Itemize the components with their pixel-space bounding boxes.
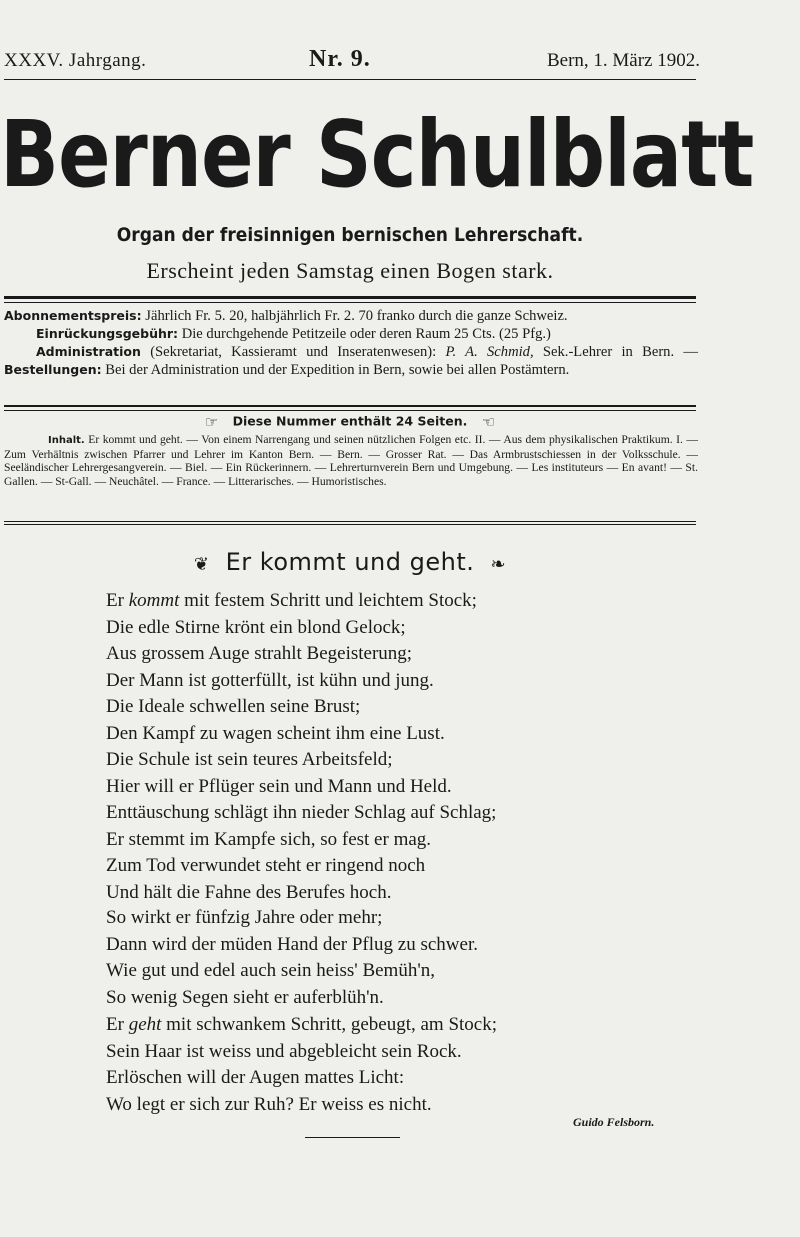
poem-line: Die Schule ist sein teures Arbeitsfeld; — [106, 749, 393, 771]
issue-number: Nr. 9. — [309, 46, 371, 72]
masthead-rule — [4, 79, 696, 80]
contents-label: Inhalt. — [48, 435, 85, 446]
subtitle: Organ der freisinnigen bernischen Lehrerschaft. — [116, 224, 584, 246]
volume-label: XXXV. Jahrgang. — [4, 50, 147, 71]
poem-line: Er stemmt im Kampfe sich, so fest er mag. — [106, 828, 432, 850]
abo-text: Jährlich Fr. 5. 20, halbjährlich Fr. 2. 70 franko durch die ganze Schweiz. — [145, 308, 568, 324]
ornament-left-icon: ❦ — [193, 554, 210, 575]
admin-name: P. A. Schmid, — [445, 344, 534, 360]
end-rule — [305, 1137, 400, 1138]
poem-line: Den Kampf zu wagen scheint ihm eine Lust. — [106, 722, 445, 744]
ornament-right-icon: ❧ — [490, 554, 507, 575]
poem-line: Die Ideale schwellen seine Brust; — [106, 696, 361, 717]
contents-rule-2 — [4, 524, 696, 525]
poem-line: Aus grossem Auge strahlt Begeisterung; — [106, 643, 413, 665]
best-text: Bei der Administration und der Expedition in Bern, sowie bei allen Postämtern. — [105, 362, 570, 378]
poem-line: Wo legt er sich zur Ruh? Er weiss es nicht. — [106, 1093, 432, 1115]
pointing-hand-left-icon: ☜ — [481, 413, 496, 431]
info-rule-2 — [4, 410, 696, 411]
best-label: Bestellungen: — [4, 362, 102, 377]
poem-line: Und hält die Fahne des Berufes hoch. — [106, 881, 392, 903]
abo-label: Abonnementspreis: — [4, 308, 142, 323]
info-rule-1 — [4, 405, 696, 407]
poem-stanza — [106, 694, 626, 800]
einr-text: Die durchgehende Petitzeile oder deren Raum 25 Cts. (25 Pfg.) — [181, 326, 551, 342]
frequency-line: Erscheint jeden Samstag einen Bogen stark. — [146, 258, 554, 283]
masthead-line — [4, 46, 700, 76]
issue-date: Bern, 1. März 1902. — [546, 50, 700, 71]
einr-label: Einrückungsgebühr: — [36, 326, 179, 341]
poem-line: Er geht mit schwankem Schritt, gebeugt, am Stock; — [106, 1014, 498, 1035]
poem-stanza — [106, 1012, 626, 1118]
subscription-info — [4, 307, 698, 379]
notice-text: Diese Nummer enthält 24 Seiten. — [232, 413, 468, 429]
poem-line: Enttäuschung schlägt ihn nieder Schlag auf Schlag; — [106, 802, 497, 823]
poem-stanza — [106, 588, 626, 694]
table-of-contents — [4, 433, 698, 488]
admin-text: (Sekretariat, Kassieramt und Inseratenwesen): — [150, 344, 437, 360]
poem-author: Guido Felsborn. — [573, 1115, 655, 1129]
pointing-hand-right-icon: ☞ — [204, 413, 219, 431]
poem-line: Wie gut und edel auch sein heiss' Bemüh'n, — [106, 960, 436, 982]
poem-title-text: Er kommt und geht. — [225, 548, 475, 576]
admin-label: Administration — [36, 344, 141, 359]
thin-rule — [4, 302, 696, 303]
poem-line: Hier will er Pflüger sein und Mann und Held. — [106, 775, 452, 797]
poem-line: Sein Haar ist weiss und abgebleicht sein Rock. — [106, 1040, 462, 1062]
contents-text: Er kommt und geht. — Von einem Narrengang und seinen nützlichen Folgen etc. II. — Aus dem physikalischen Praktikum. I. — Zum Verhältnis zwischen Pfarrer und Lehrer im Kanton Bern. — Bern. — Grosser Rat. — Das Armbrustschiessen in der Volksschule. — Seeländischer Lehrergesangverein. — Biel. — Ein Rückerinnern. — Lehrerturnverein Bern und Umgebung. — Les instituteurs — En avant! — St. Gallen. — St-Gall. — Neuchâtel. — France. — Litterarisches. — Humoristisches. — [4, 433, 698, 488]
poem-line: Dann wird der müden Hand der Pflug zu schwer. — [106, 933, 478, 955]
poem-line: Zum Tod verwundet steht er ringend noch — [106, 855, 426, 877]
page-count-notice — [0, 413, 700, 431]
poem-stanza — [106, 905, 626, 1011]
poem-line: So wenig Segen sieht er auferblüh'n. — [106, 986, 384, 1008]
poem-title — [0, 548, 700, 576]
poem-stanza — [106, 800, 626, 906]
poem-line: Der Mann ist gotterfüllt, ist kühn und jung. — [106, 669, 434, 691]
admin-text2: Sek.-Lehrer in Bern. — — [542, 344, 698, 360]
thick-rule — [4, 296, 696, 299]
newspaper-title: Berner Schulblatt — [0, 101, 754, 208]
poem-line: Die edle Stirne krönt ein blond Gelock; — [106, 616, 406, 638]
poem-line: So wirkt er fünfzig Jahre oder mehr; — [106, 907, 383, 928]
poem-line: Er kommt mit festem Schritt und leichtem Stock; — [106, 590, 477, 611]
poem-line: Erlöschen will der Augen mattes Licht: — [106, 1067, 405, 1089]
contents-rule-1 — [4, 521, 696, 522]
